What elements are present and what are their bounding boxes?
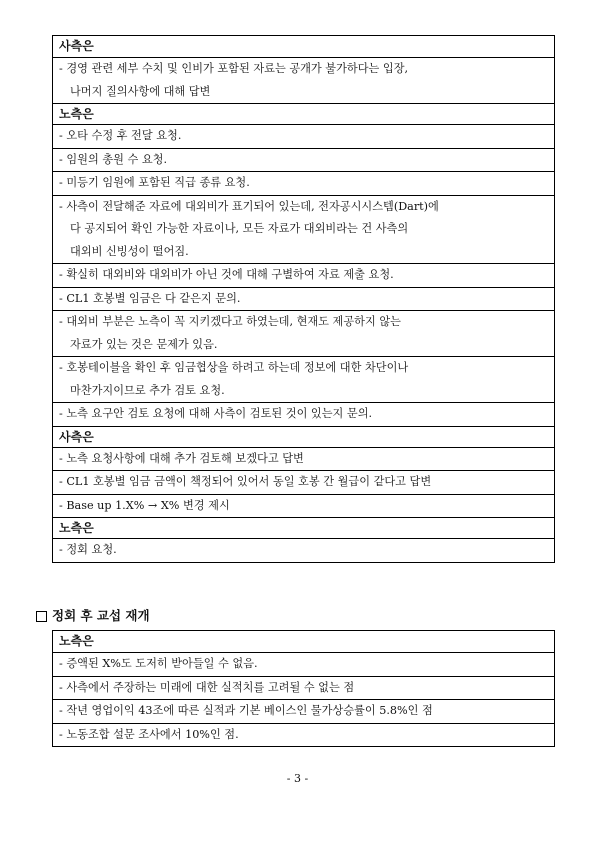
minutes-item [53, 652, 554, 676]
minutes-item [53, 723, 554, 747]
item-line: - 노동조합 설문 조사에서 10%인 점. [59, 727, 239, 741]
minutes-item [53, 356, 554, 402]
item-line: - 노측 요청사항에 대해 추가 검토해 보겠다고 답변 [59, 451, 304, 465]
minutes-table-1 [52, 35, 555, 563]
item-line: - CL1 호봉별 임금은 다 같은지 문의. [59, 291, 241, 305]
item-line: - 대외비 부분은 노측이 꼭 지키겠다고 하였는데, 현재도 제공하지 않는 [59, 315, 401, 328]
minutes-item [53, 470, 554, 494]
item-line: - 작년 영업이익 43조에 따른 실적과 기본 베이스인 물가상승률이 5.8%인 점 [59, 704, 433, 717]
minutes-item [53, 263, 554, 287]
page-number: - 3 - [286, 772, 309, 785]
item-line: - 노측 요구안 검토 요청에 대해 사측이 검토된 것이 있는지 문의. [59, 407, 373, 420]
minutes-item [53, 538, 554, 562]
item-line: - 증액된 X%도 도저히 받아들일 수 없음. [59, 657, 258, 670]
minutes-item [53, 124, 554, 148]
minutes-table-2 [52, 630, 555, 747]
item-line: 대외비 신빙성이 떨어짐. [70, 244, 189, 258]
item-line: 다 공지되어 확인 가능한 자료이나, 모든 자료가 대외비라는 건 사측의 [70, 222, 409, 235]
item-line: - 호봉테이블을 확인 후 임금협상을 하려고 하는데 정보에 대한 차단이나 [59, 361, 409, 374]
item-line: - 오타 수정 후 전달 요청. [59, 129, 182, 142]
minutes-item [53, 57, 554, 103]
item-line: - 사측에서 주장하는 미래에 대한 실적치를 고려될 수 없는 점 [59, 680, 355, 694]
item-line: 마찬가지이므로 추가 검토 요청. [70, 383, 225, 397]
item-line: 자료가 있는 것은 문제가 있음. [70, 337, 218, 351]
item-line: 나머지 질의사항에 대해 답변 [70, 84, 211, 98]
item-line: - 정회 요청. [59, 543, 117, 556]
speaker-header: 노측은 [53, 103, 554, 124]
minutes-item [53, 287, 554, 311]
item-line: - Base up 1.X% → X% 변경 제시 [59, 498, 230, 512]
minutes-item [53, 171, 554, 195]
minutes-item [53, 676, 554, 700]
item-line: - 임원의 총원 수 요청. [59, 152, 168, 166]
section-heading-text: 정회 후 교섭 재개 [52, 608, 150, 623]
minutes-item [53, 402, 554, 426]
speaker-header: 사측은 [53, 426, 554, 447]
speaker-header: 노측은 [53, 517, 554, 538]
section-heading [36, 606, 150, 626]
speaker-header: 사측은 [59, 39, 94, 53]
item-line: - 경영 관련 세부 수치 및 인비가 포함된 자료는 공개가 불가하다는 입장, [59, 62, 409, 75]
minutes-item [53, 195, 554, 264]
item-line: - 미등기 임원에 포함된 직급 종류 요청. [59, 176, 250, 189]
minutes-item [53, 447, 554, 471]
minutes-item [53, 310, 554, 356]
item-line: - 사측이 전달해준 자료에 대외비가 표기되어 있는데, 전자공시시스템(Dart)에 [59, 199, 439, 213]
minutes-item [53, 699, 554, 723]
item-line: - CL1 호봉별 임금 금액이 책정되어 있어서 동일 호봉 간 월급이 같다고 답변 [59, 475, 432, 488]
minutes-item [53, 148, 554, 172]
minutes-item [53, 494, 554, 518]
speaker-header: 노측은 [59, 634, 94, 648]
item-line: - 확실히 대외비와 대외비가 아닌 것에 대해 구별하여 자료 제출 요청. [59, 268, 394, 281]
square-bullet-icon [36, 611, 47, 622]
